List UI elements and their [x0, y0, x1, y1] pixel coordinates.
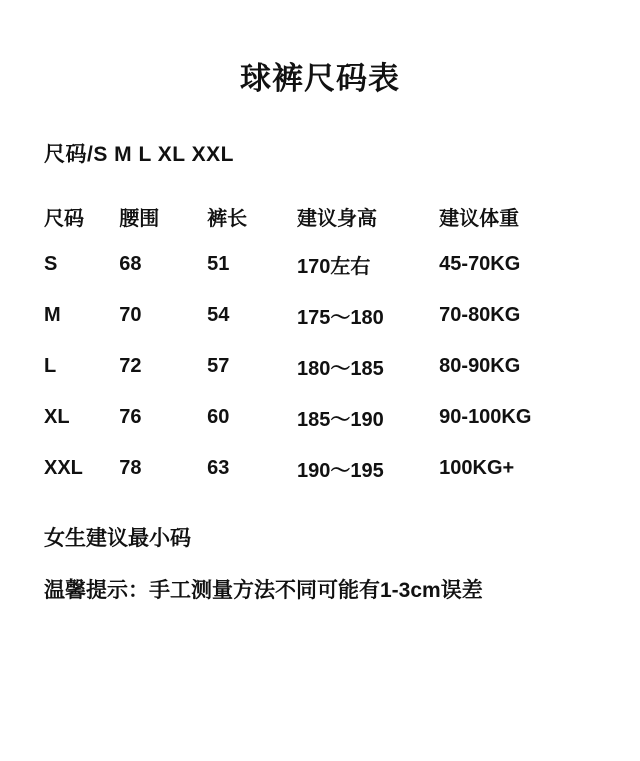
cell-size: L	[44, 355, 57, 378]
header-size: 尺码	[44, 207, 84, 230]
cell-height: 170左右	[296, 256, 371, 279]
table-row	[44, 443, 596, 494]
cell-length: 54	[207, 304, 230, 327]
cell-length: 63	[207, 457, 230, 480]
page-title: 球裤尺码表	[240, 61, 400, 96]
cell-waist: 68	[119, 253, 142, 276]
cell-weight: 80-90KG	[439, 355, 521, 378]
cell-length: 51	[207, 253, 230, 276]
cell-height: 185～190	[296, 409, 384, 432]
table-row	[44, 392, 596, 443]
table-header	[44, 193, 596, 239]
table-header-row	[44, 193, 596, 239]
cell-waist: 70	[119, 304, 142, 327]
cell-height: 175～180	[296, 307, 384, 330]
note-measurement-tip: 温馨提示：手工测量方法不同可能有1-3cm误差	[44, 578, 483, 602]
cell-waist: 78	[119, 457, 142, 480]
cell-length: 57	[207, 355, 230, 378]
cell-size: XL	[44, 406, 70, 429]
cell-weight: 70-80KG	[439, 304, 521, 327]
table-row	[44, 341, 596, 392]
header-waist: 腰围	[119, 207, 160, 230]
table-row	[44, 239, 596, 290]
cell-size: M	[44, 304, 61, 327]
cell-weight: 45-70KG	[439, 253, 521, 276]
table-body	[44, 239, 596, 494]
cell-size: S	[44, 253, 58, 276]
size-chart-page	[0, 60, 640, 761]
header-length: 裤长	[207, 207, 248, 230]
cell-height: 190～195	[296, 460, 384, 483]
cell-waist: 76	[119, 406, 142, 429]
size-table	[44, 193, 596, 494]
cell-height: 180～185	[296, 358, 384, 381]
header-weight: 建议体重	[439, 207, 520, 230]
note-female-minimum-size: 女生建议最小码	[44, 527, 191, 551]
header-height: 建议身高	[296, 207, 377, 230]
cell-length: 60	[207, 406, 230, 429]
cell-waist: 72	[119, 355, 142, 378]
cell-size: XXL	[44, 457, 83, 480]
size-range-subtitle: 尺码/S M L XL XXL	[44, 143, 234, 167]
table-row	[44, 290, 596, 341]
cell-weight: 100KG+	[439, 457, 515, 480]
cell-weight: 90-100KG	[439, 406, 532, 429]
